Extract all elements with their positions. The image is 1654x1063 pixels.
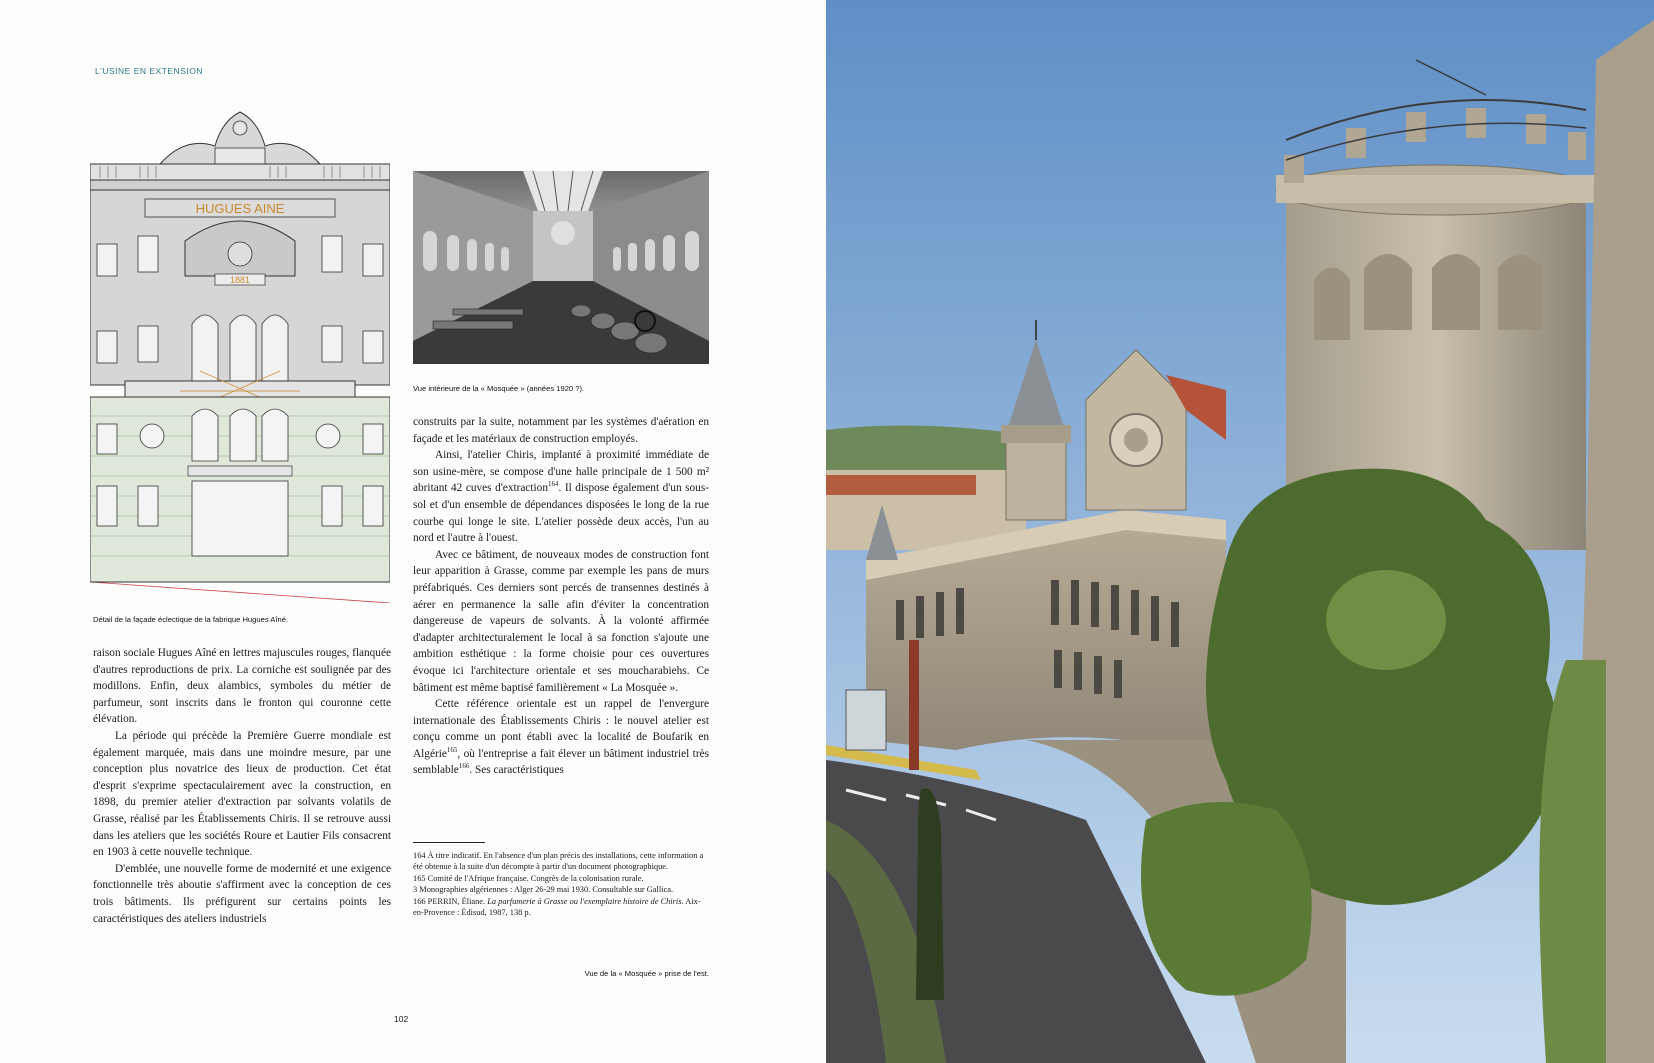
- left-paragraph-1: raison sociale Hugues Aîné en lettres majuscules rouges, flanquée d'autres reproductions de prix. La corniche est soulignée par des modillons. Enfin, deux alambics, symboles du métier de parfumeur, sont inscrits dans le fronton qui couronne cette élévation.: [93, 647, 391, 726]
- running-head: L'USINE EN EXTENSION: [95, 66, 203, 76]
- right-paragraph-4: [413, 696, 709, 779]
- footnote-166-author: 166 PERRIN, Éliane.: [413, 896, 488, 906]
- footnote-166-title: La parfumerie à Grasse ou l'exemplaire histoire de Chiris: [487, 896, 682, 906]
- footnote-164: 164 À titre indicatif. En l'absence d'un plan précis des installations, cette information a été obtenue à la suite d'un décompte à partir d'un document photographique.: [413, 851, 704, 872]
- right-paragraph-3: Avec ce bâtiment, de nouveaux modes de construction font leur apparition à Grasse, comme par exemple les pans de murs préfabriqués. Ces derniers sont percés de transennes destinés à aérer en permanence la salle afin d'éviter la concentration dangereuse de vapeurs de solvants. À la volonté affirmée d'adapter architecturalement le local à sa fonction s'ajoute une ambition esthétique : la forme choisie pour ces ouvertures évoque ici l'architecture orientale et ses moucharabiehs. Ce bâtiment est même baptisé familièrement « La Mosquée ».: [413, 548, 709, 694]
- interior-photo-mosquee: [413, 171, 709, 364]
- right-paragraph-1: construits par la suite, notamment par les systèmes d'aération en façade et les matériaux de construction employés.: [413, 416, 709, 445]
- facade-date-text: 1881: [229, 275, 251, 285]
- page-number: 102: [394, 1014, 409, 1024]
- right-paragraph-2: [413, 447, 709, 547]
- exterior-photo-mosquee: [826, 0, 1654, 1063]
- footnotes: [413, 850, 709, 918]
- footnote-ref-165[interactable]: 165: [446, 746, 458, 755]
- exterior-photo-caption: Vue de la « Mosquée » prise de l'est.: [584, 969, 709, 978]
- left-paragraph-2: La période qui précède la Première Guerre mondiale est également marquée, mais dans une moindre mesure, par une conception plus novatrice des lieux de production. Cet état d'esprit s'exprime spectaculairement avec la construction, en 1898, du premier atelier d'extraction par solvants volatils de Grasse, réalisé par les Établissements Chiris. Il se retrouve aussi dans les ateliers que les sociétés Roure et Lautier Fils consacrent en 1903 à cette nouvelle technique.: [93, 729, 391, 859]
- right-paragraph-4-mid: , où l'entreprise a fait élever un bâtiment industriel très semblable: [413, 747, 709, 777]
- interior-photo-caption: Vue intérieure de la « Mosquée » (années 1920 ?).: [413, 384, 585, 393]
- footnote-ref-166[interactable]: 166: [458, 762, 470, 771]
- right-paragraph-2-text: Ainsi, l'atelier Chiris, implanté à proximité immédiate de son usine-mère, se compose d'une halle principale de 1 500 m² abritant 42 cuves d'extraction: [413, 449, 709, 495]
- right-text-column: [413, 414, 709, 779]
- footnote-165-continued: 3 Monographies algériennes : Alger 26-29 mai 1930. Consultable sur Gallica.: [413, 885, 674, 895]
- facade-elevation-drawing: [90, 106, 390, 603]
- facade-sign-text: HUGUES AINE: [195, 201, 285, 216]
- right-paragraph-2-end: . Il dispose également d'un sous-sol et d'un ensemble de dépendances disposées le long de la rue courbe qui longe le site. L'atelier possède deux accès, l'un au nord et l'autre à l'ouest.: [413, 482, 709, 545]
- footnote-166-publisher: . Aix-en-Provence : Édisud, 1987, 138 p.: [413, 896, 701, 918]
- right-page: [826, 0, 1654, 1063]
- footnote-166: [413, 896, 709, 919]
- footnote-divider: [413, 842, 485, 843]
- left-paragraph-3: D'emblée, une nouvelle forme de modernité et une exigence fonctionnelle très aboutie s'affirment avec la conception de ces trois bâtiments. Ils préfigurent sur certains points les caractéristiques des ateliers industriels: [93, 862, 391, 925]
- left-page: [0, 0, 826, 1063]
- footnote-ref-164[interactable]: 164: [547, 480, 559, 489]
- left-text-column: [93, 645, 391, 927]
- footnote-165: 165 Comité de l'Afrique française. Congrès de la colonisation rurale.: [413, 873, 644, 883]
- right-paragraph-4-text: Cette référence orientale est un rappel de l'envergure internationale des Établissements Chiris : le nouvel atelier est conçu comme un pont établi avec la localité de Boufarik en Algérie: [413, 698, 709, 760]
- facade-caption: Détail de la façade éclectique de la fabrique Hugues Aîné.: [93, 615, 289, 624]
- right-paragraph-4-end: . Ses caractéristiques: [469, 764, 564, 777]
